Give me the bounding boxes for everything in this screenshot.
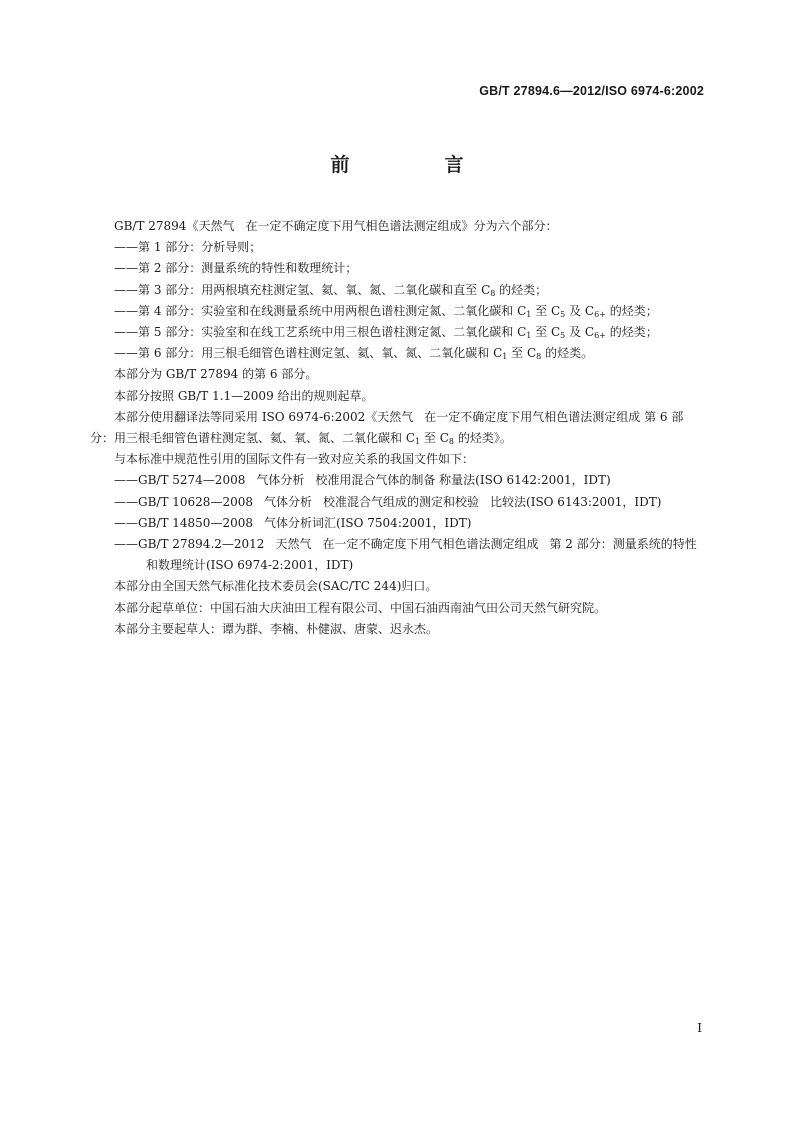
intro-paragraph: GB/T 27894《天然气 在一定不确定度下用气相色谱法测定组成》分为六个部分： xyxy=(114,219,558,233)
foreword-body xyxy=(90,216,704,640)
part-1-item: ——第 1 部分：分析导则； xyxy=(114,240,262,255)
drafting-units-statement: 本部分起草单位：中国石油大庆油田工程有限公司、中国石油西南油气田公司天然气研究院。 xyxy=(114,600,607,615)
correspondence-intro: 与本标准中规范性引用的国际文件有一致对应关系的我国文件如下： xyxy=(114,452,475,467)
drafters-statement: 本部分主要起草人：谭为群、李楠、朴健淑、唐蒙、迟永杰。 xyxy=(114,621,439,636)
standard-number-header: GB/T 27894.6—2012/ISO 6974-6:2002 xyxy=(479,84,704,98)
translation-statement: 本部分使用翻译法等同采用 ISO 6974-6:2002《天然气 在一定不确定度下用气相色谱法测定组成 第 6 部分：用三根毛细管色谱柱测定氢、氦、氧、氮、二氧化碳和 $C_1$ 至 $C_8$ 的烃类》。 xyxy=(90,409,684,447)
part-6-item: ——第 6 部分：用三根毛细管色谱柱测定氢、氦、氧、氮、二氧化碳和 $C_1$ 至 $C_8$ 的烃类。 xyxy=(114,346,594,362)
part-4-item: ——第 4 部分：实验室和在线测量系统中用两根色谱柱测定氮、二氧化碳和 $C_1$ 至 $C_5$ 及 $C_{6+}$ 的烃类； xyxy=(114,303,658,319)
reference-item: ——GB/T 10628—2008 气体分析 校准混合气组成的测定和校验 比较法(ISO 6143:2001，IDT) xyxy=(114,494,662,509)
reference-item: ——GB/T 14850—2008 气体分析词汇(ISO 7504:2001，IDT) xyxy=(114,515,472,530)
part-5-item: ——第 5 部分：实验室和在线工艺系统中用三根色谱柱测定氮、二氧化碳和 $C_1$ 至 $C_5$ 及 $C_{6+}$ 的烃类； xyxy=(114,325,658,341)
part-2-item: ——第 2 部分：测量系统的特性和数理统计； xyxy=(114,261,358,276)
reference-item: ——GB/T 27894.2—2012 天然气 在一定不确定度下用气相色谱法测定组成 第 2 部分：测量系统的特性和数理统计(ISO 6974-2:2001，IDT) xyxy=(114,537,697,573)
page-number: I xyxy=(697,1021,702,1035)
rules-statement: 本部分按照 GB/T 1.1—2009 给出的规则起草。 xyxy=(114,388,374,403)
part-statement: 本部分为 GB/T 27894 的第 6 部分。 xyxy=(114,367,318,382)
committee-statement: 本部分由全国天然气标准化技术委员会(SAC/TC 244)归口。 xyxy=(114,579,438,594)
part-3-item: ——第 3 部分：用两根填充柱测定氢、氦、氧、氮、二氧化碳和直至 $C_8$ 的烃类； xyxy=(114,282,548,298)
page-title: 前 言 xyxy=(330,154,502,176)
reference-item: ——GB/T 5274—2008 气体分析 校准用混合气体的制备 称量法(ISO 6142:2001，IDT) xyxy=(114,473,611,488)
